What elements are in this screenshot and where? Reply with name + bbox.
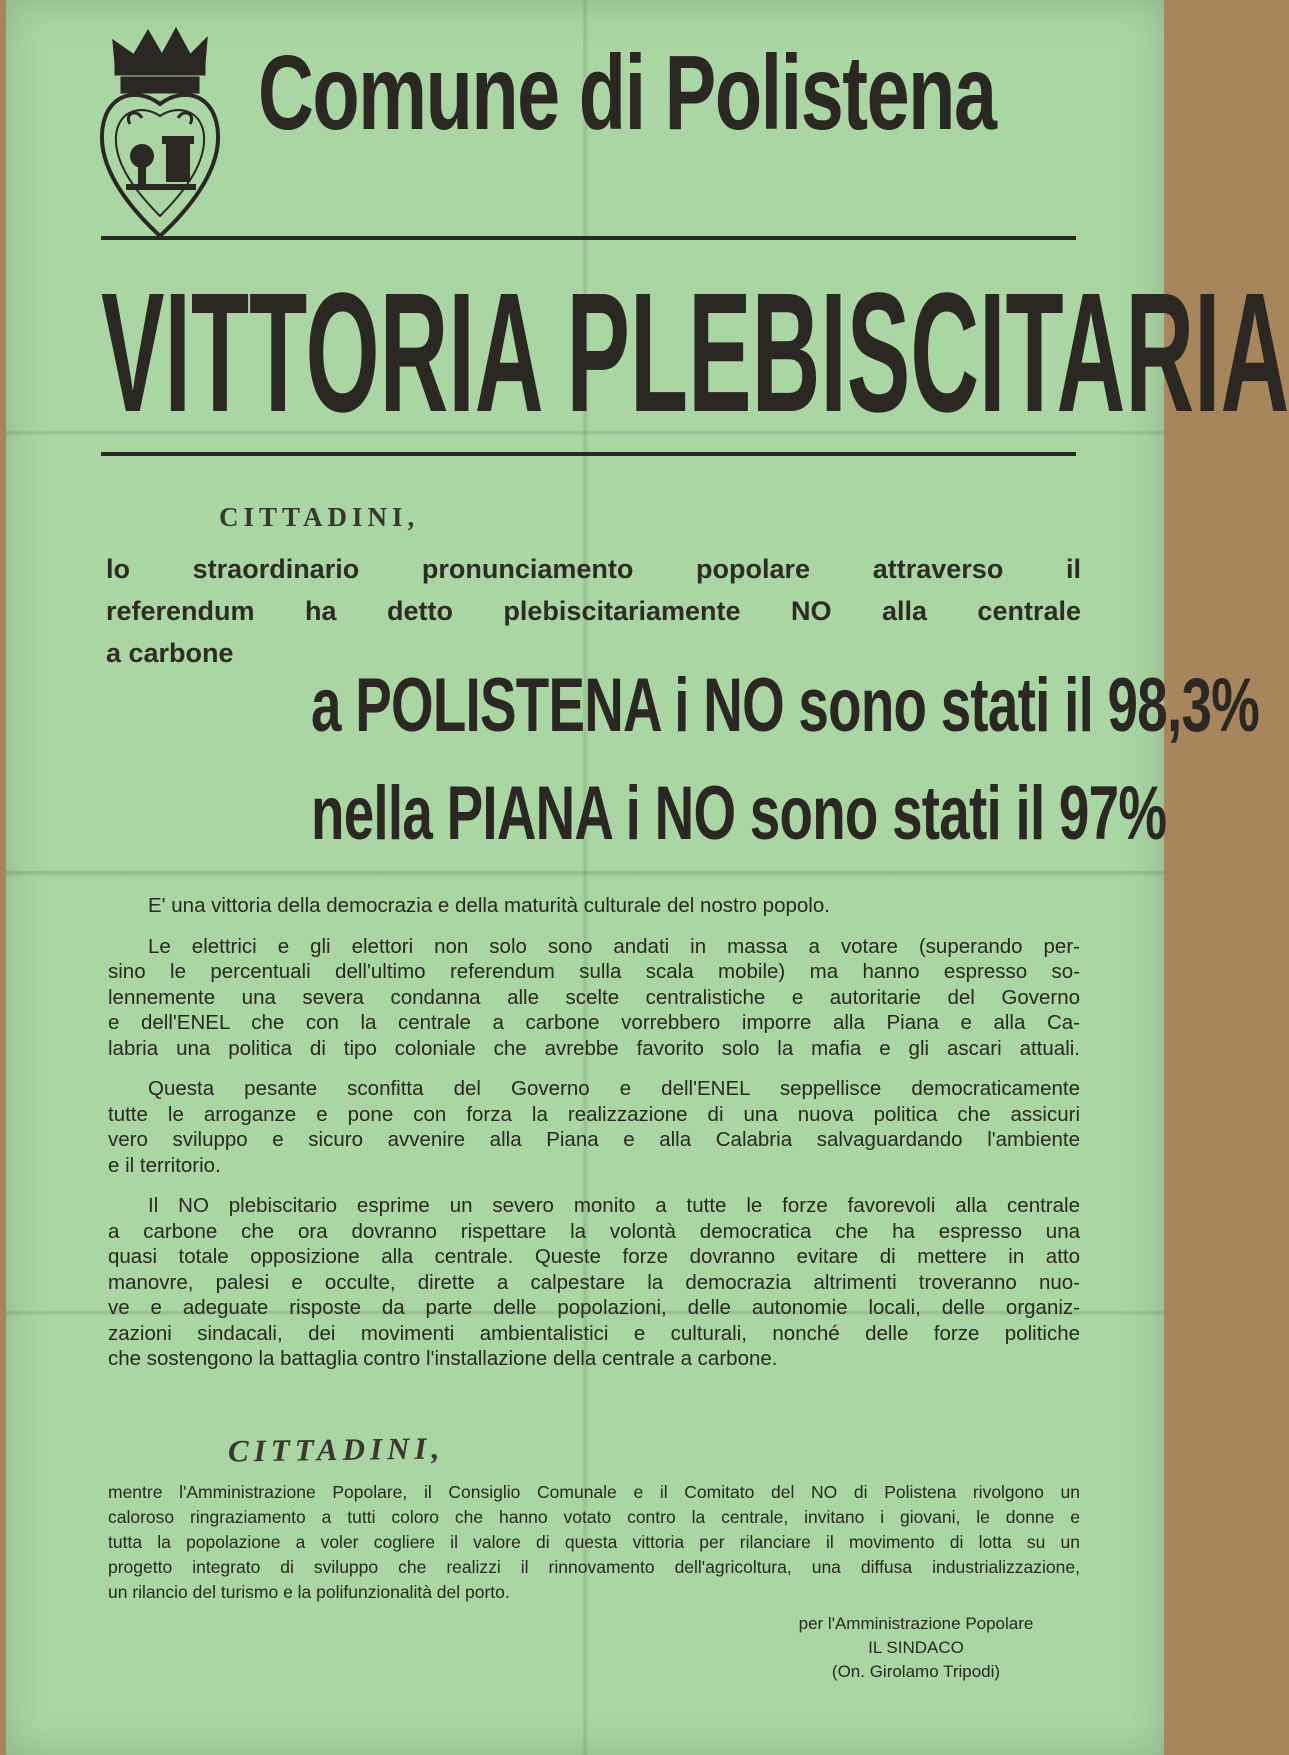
closing-line: tutta la popolazione a voler cogliere il valore di questa vittoria per rilanciare il movimento di lotta su un xyxy=(108,1532,1080,1552)
body-line: Questa pesante sconfitta del Governo e dell'ENEL seppellisce democraticamente xyxy=(148,1077,1080,1100)
body-paragraph xyxy=(108,1076,1080,1178)
body-line: lennemente una severa condanna alle scelte centralistiche e autoritarie del Governo xyxy=(108,985,1080,1009)
headline-divider xyxy=(101,452,1076,456)
body-line: e il territorio. xyxy=(108,1153,221,1177)
signature-line: per l'Amministrazione Popolare xyxy=(798,1614,1034,1633)
closing-line: caloroso ringraziamento a tutti coloro che hanno votato contro la centrale, invitano i giovani, le donne e xyxy=(108,1507,1080,1527)
headline: VITTORIA PLEBISCITARIA xyxy=(101,258,1289,448)
greeting: CITTADINI, xyxy=(219,502,420,532)
body-line: sino le percentuali dell'ultimo referendum sulla scala mobile) ma hanno espresso so- xyxy=(108,960,1080,983)
body-line: manovre, palesi e occulte, dirette a calpestare la democrazia altrimenti troveranno nuo- xyxy=(108,1270,1080,1294)
result-polistena: a POLISTENA i NO sono stati il 98,3% xyxy=(311,663,1260,748)
body-paragraph xyxy=(108,893,1080,919)
body-text xyxy=(108,893,1080,1387)
closing-line: un rilancio del turismo e la polifunzionalità del porto. xyxy=(108,1582,510,1602)
body-line: Il NO plebiscitario esprime un severo monito a tutte le forze favorevoli alla centrale xyxy=(148,1194,1080,1217)
closing-greeting: CITTADINI, xyxy=(227,1430,445,1469)
body-line: quasi totale opposizione alla centrale. Queste forze dovranno evitare di mettere in atto xyxy=(108,1245,1080,1268)
body-line: labria una politica di tipo coloniale che avrebbe favorito solo la mafia e gli ascari attuali. xyxy=(108,1036,1080,1060)
body-line: a carbone che ora dovranno rispettare la volontà democratica che ha espresso una xyxy=(108,1219,1080,1243)
intro-line: a carbone xyxy=(106,638,234,668)
signature-title: IL SINDACO xyxy=(868,1638,964,1657)
body-line: e dell'ENEL che con la centrale a carbone vorrebbero imporre alla Piana e alla Ca- xyxy=(108,1011,1080,1034)
closing-line: mentre l'Amministrazione Popolare, il Consiglio Comunale e il Comitato del NO di Polistena rivolgono un xyxy=(108,1482,1080,1502)
intro-paragraph xyxy=(106,548,1081,674)
intro-line: lo straordinario pronunciamento popolare attraverso il xyxy=(106,554,1081,584)
body-line: vero sviluppo e sicuro avvenire alla Piana e alla Calabria salvaguardando l'ambiente xyxy=(108,1128,1080,1151)
signature xyxy=(766,1612,1066,1684)
signature-name: (On. Girolamo Tripodi) xyxy=(831,1662,1001,1681)
closing-paragraph xyxy=(108,1480,1080,1605)
body-line: tutte le arroganze e pone con forza la realizzazione di una nuova politica che assicuri xyxy=(108,1102,1080,1126)
body-line: che sostengono la battaglia contro l'installazione della centrale a carbone. xyxy=(108,1347,778,1370)
closing-line: progetto integrato di sviluppo che realizzi il rinnovamento dell'agricoltura, una diffusa industrializzazione, xyxy=(108,1557,1080,1577)
poster xyxy=(6,0,1289,1755)
body-line: Le elettrici e gli elettori non solo sono andati in massa a votare (superando per- xyxy=(148,934,1080,958)
body-paragraph xyxy=(108,1193,1080,1372)
crown-heart-crest-icon xyxy=(96,24,226,244)
body-line: zazioni sindacali, dei movimenti ambientalistici e culturali, nonché delle forze politiche xyxy=(108,1321,1080,1345)
intro-line: referendum ha detto plebiscitariamente NO alla centrale xyxy=(106,596,1081,626)
body-paragraph xyxy=(108,934,1080,1062)
result-piana: nella PIANA i NO sono stati il 97% xyxy=(311,771,1167,856)
page-title: Comune di Polistena xyxy=(258,34,996,152)
body-line: ve e adeguate risposte da parte delle popolazioni, delle autonomie locali, delle organiz- xyxy=(108,1296,1080,1319)
header-divider xyxy=(101,236,1076,240)
body-line: E' una vittoria della democrazia e della maturità culturale del nostro popolo. xyxy=(148,894,830,917)
